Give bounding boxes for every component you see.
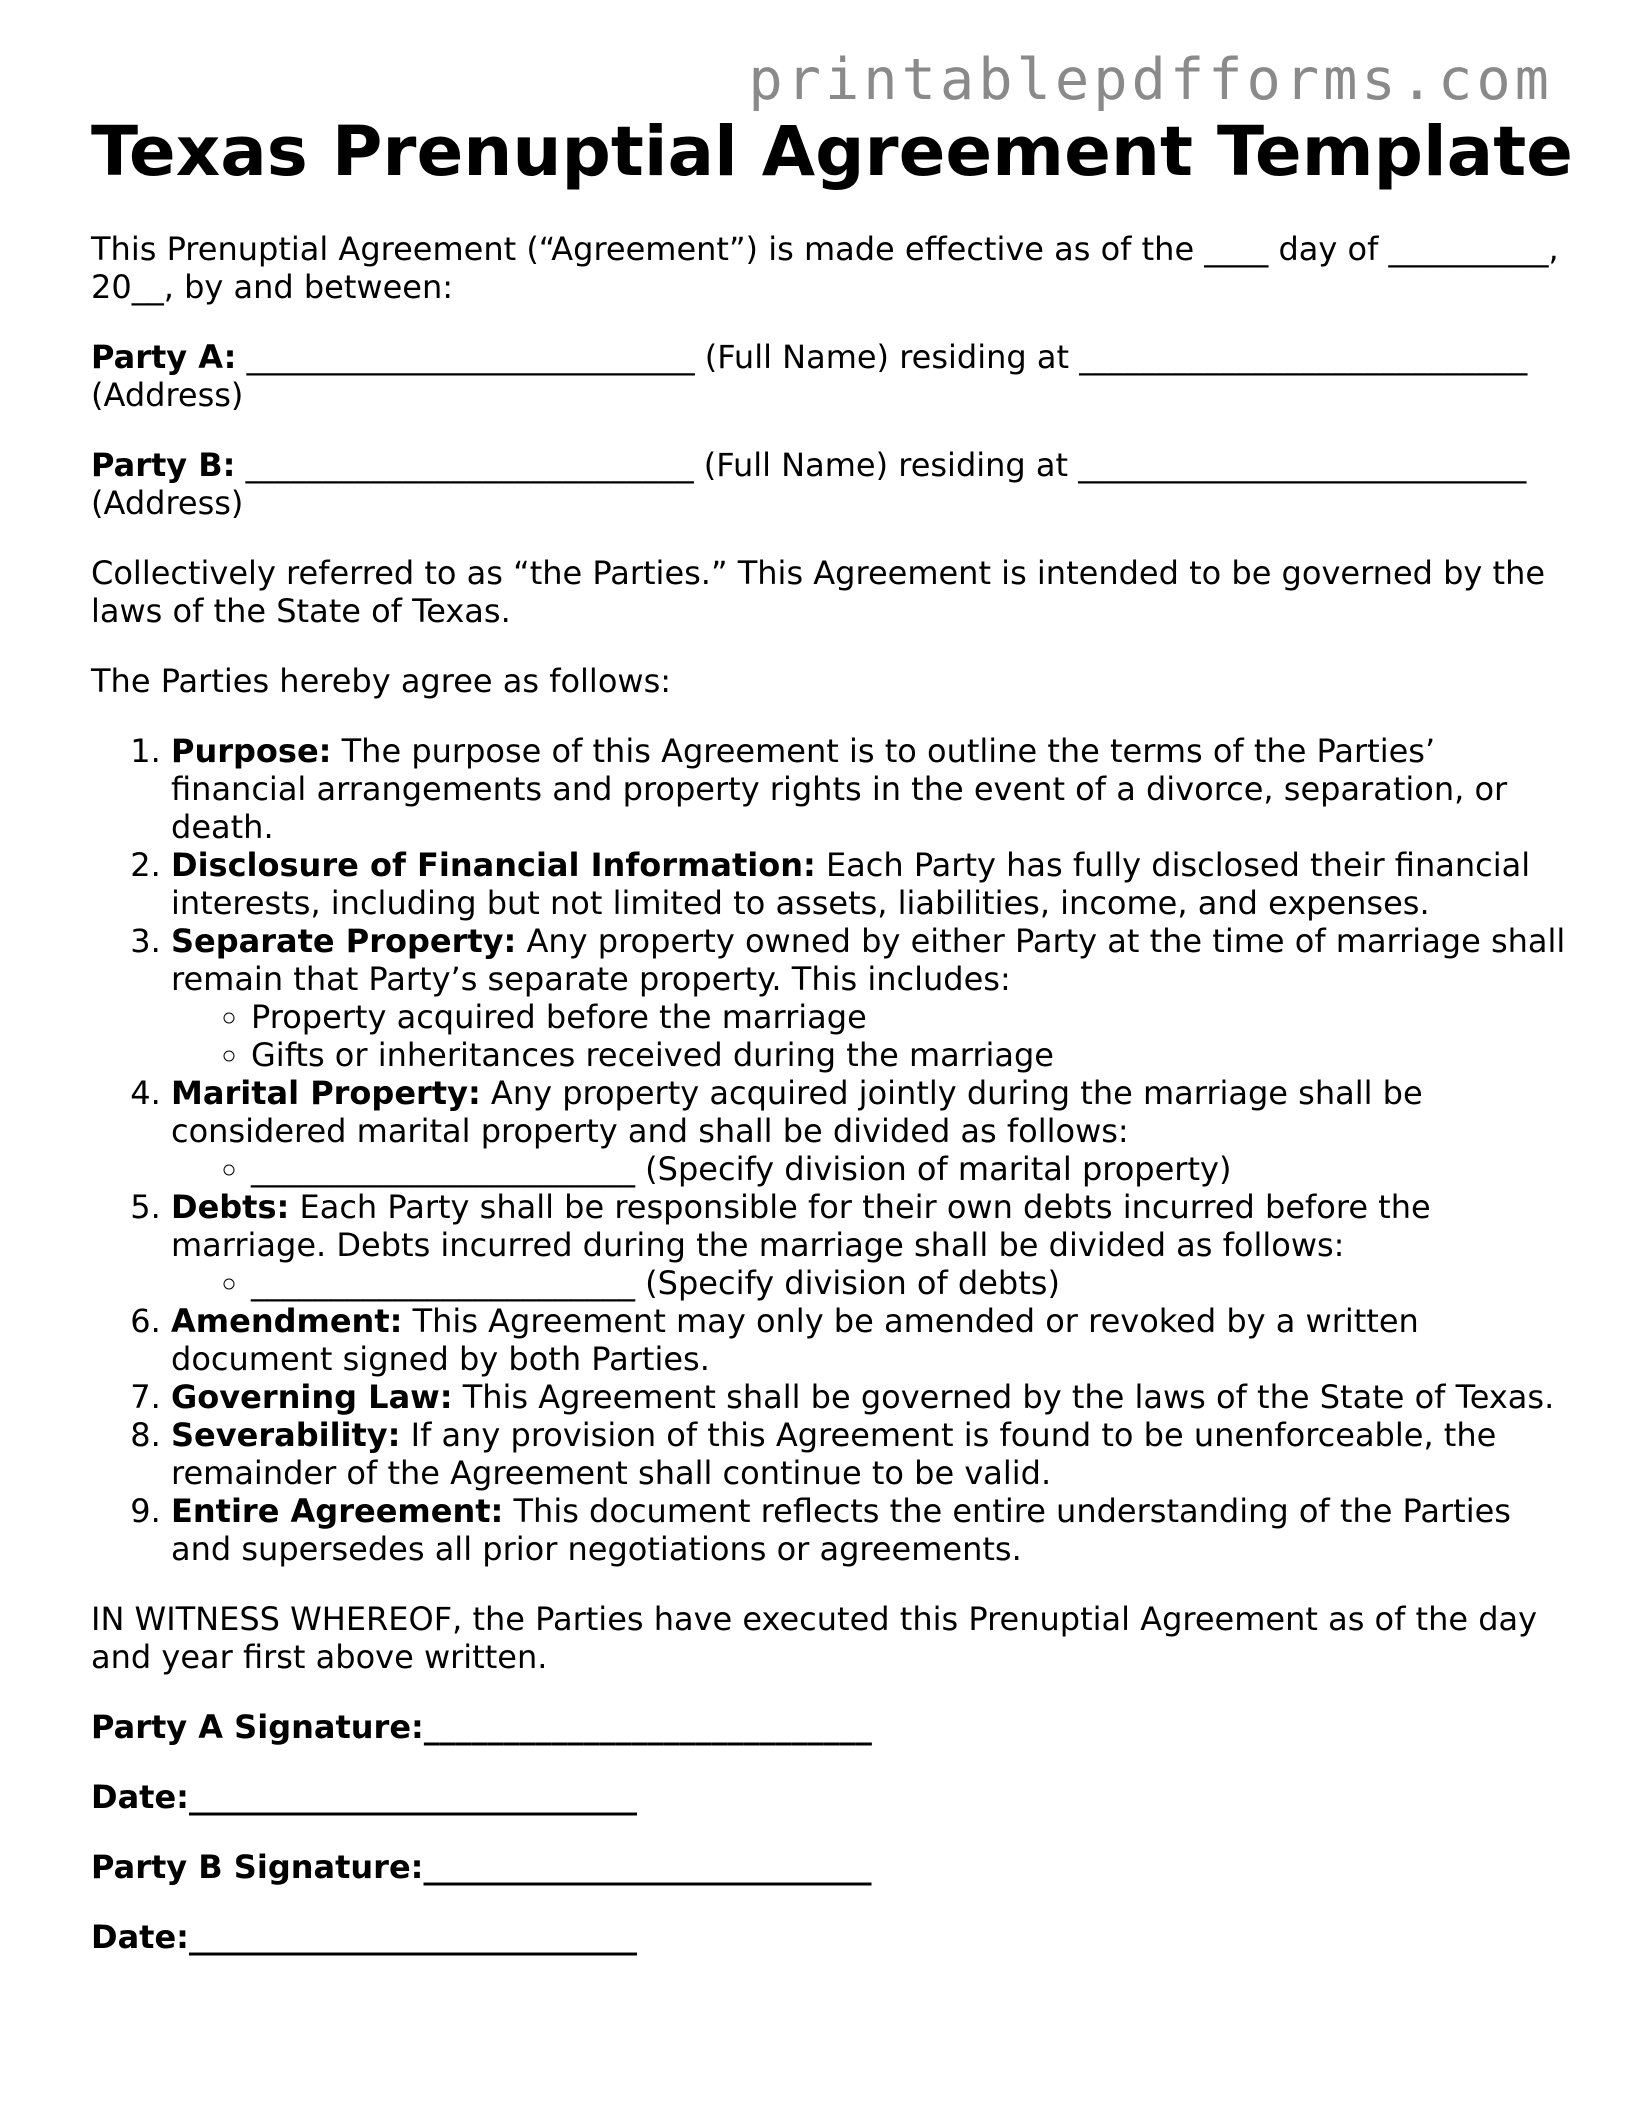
witness-paragraph: IN WITNESS WHEREOF, the Parties have executed this Prenuptial Agreement as of the day and year first above written. xyxy=(91,1600,1538,1676)
clause-sublist xyxy=(171,1150,1571,1188)
party-a-date-field: Date:____________________________ xyxy=(91,1778,637,1816)
clause-label: Severability: xyxy=(171,1416,401,1454)
clause-item xyxy=(171,732,1571,846)
clause-text: If any provision of this Agreement is found to be unenforceable, the remainder of the Agreement shall continue to be valid. xyxy=(171,1416,1497,1492)
party-b-label: Party B: xyxy=(91,446,236,484)
party-a-signature-field: Party A Signature:____________________________ xyxy=(91,1708,872,1746)
clause-text: This Agreement shall be governed by the laws of the State of Texas. xyxy=(452,1378,1555,1416)
clause-label: Separate Property: xyxy=(171,922,517,960)
clause-item xyxy=(171,1378,1571,1416)
party-a-fields: ____________________________ (Full Name) residing at ____________________________ (Address) xyxy=(91,338,1528,414)
party-a-date-line xyxy=(91,1778,1571,1816)
clause-text: Each Party has fully disclosed their financial interests, including but not limited to assets, liabilities, income, and expenses. xyxy=(171,846,1531,922)
collectively-paragraph: Collectively referred to as “the Parties.” This Agreement is intended to be governed by the laws of the State of Texas. xyxy=(91,554,1546,630)
party-b-date-field: Date:____________________________ xyxy=(91,1918,637,1956)
party-b-signature-field: Party B Signature:____________________________ xyxy=(91,1848,872,1886)
party-b-fields: ____________________________ (Full Name) residing at ____________________________ (Address) xyxy=(91,446,1527,522)
clause-item xyxy=(171,1188,1571,1302)
watermark: printablepdfforms.com xyxy=(748,47,1553,113)
clause-label: Disclosure of Financial Information: xyxy=(171,846,816,884)
clause-item xyxy=(171,846,1571,922)
clause-label: Marital Property: xyxy=(171,1074,481,1112)
party-a-signature-line xyxy=(91,1708,1571,1746)
agree-intro: The Parties hereby agree as follows: xyxy=(91,662,672,700)
clause-item xyxy=(171,1492,1571,1568)
sublist-item: ◦ Gifts or inheritances received during the marriage xyxy=(251,1036,1571,1074)
clause-text: This document reflects the entire understanding of the Parties and supersedes all prior negotiations or agreements. xyxy=(171,1492,1511,1568)
page-title: Texas Prenuptial Agreement Template xyxy=(91,112,1573,192)
clause-label: Amendment: xyxy=(171,1302,403,1340)
intro-paragraph: This Prenuptial Agreement (“Agreement”) is made effective as of the ____ day of __________, 20__, by and between: xyxy=(91,230,1559,306)
sublist-item: ◦ ________________________ (Specify division of debts) xyxy=(251,1264,1571,1302)
party-b-line xyxy=(91,446,1571,522)
clause-text: Any property owned by either Party at the time of marriage shall remain that Party’s separate property. This includes: xyxy=(171,922,1566,998)
clause-text: The purpose of this Agreement is to outline the terms of the Parties’ financial arrangements and property rights in the event of a divorce, separation, or death. xyxy=(171,732,1508,846)
sublist-item: ◦ ________________________ (Specify division of marital property) xyxy=(251,1150,1571,1188)
clause-sublist xyxy=(171,1264,1571,1302)
sublist-item: ◦ Property acquired before the marriage xyxy=(251,998,1571,1036)
clause-text: Each Party shall be responsible for their own debts incurred before the marriage. Debts incurred during the marriage shall be divided as follows: xyxy=(171,1188,1431,1264)
clause-text: Any property acquired jointly during the marriage shall be considered marital property and shall be divided as follows: xyxy=(171,1074,1423,1150)
clause-item xyxy=(171,922,1571,1074)
party-b-date-line xyxy=(91,1918,1571,1956)
clause-item xyxy=(171,1074,1571,1188)
clause-sublist xyxy=(171,998,1571,1074)
party-a-line xyxy=(91,338,1571,414)
clause-text: This Agreement may only be amended or revoked by a written document signed by both Parties. xyxy=(171,1302,1419,1378)
clause-label: Debts: xyxy=(171,1188,290,1226)
clause-item xyxy=(171,1302,1571,1378)
party-b-signature-line xyxy=(91,1848,1571,1886)
clause-item xyxy=(171,1416,1571,1492)
clause-label: Governing Law: xyxy=(171,1378,453,1416)
clause-label: Purpose: xyxy=(171,732,332,770)
clause-label: Entire Agreement: xyxy=(171,1492,504,1530)
clause-list xyxy=(91,732,1571,1568)
party-a-label: Party A: xyxy=(91,338,237,376)
document-body xyxy=(91,230,1571,1988)
